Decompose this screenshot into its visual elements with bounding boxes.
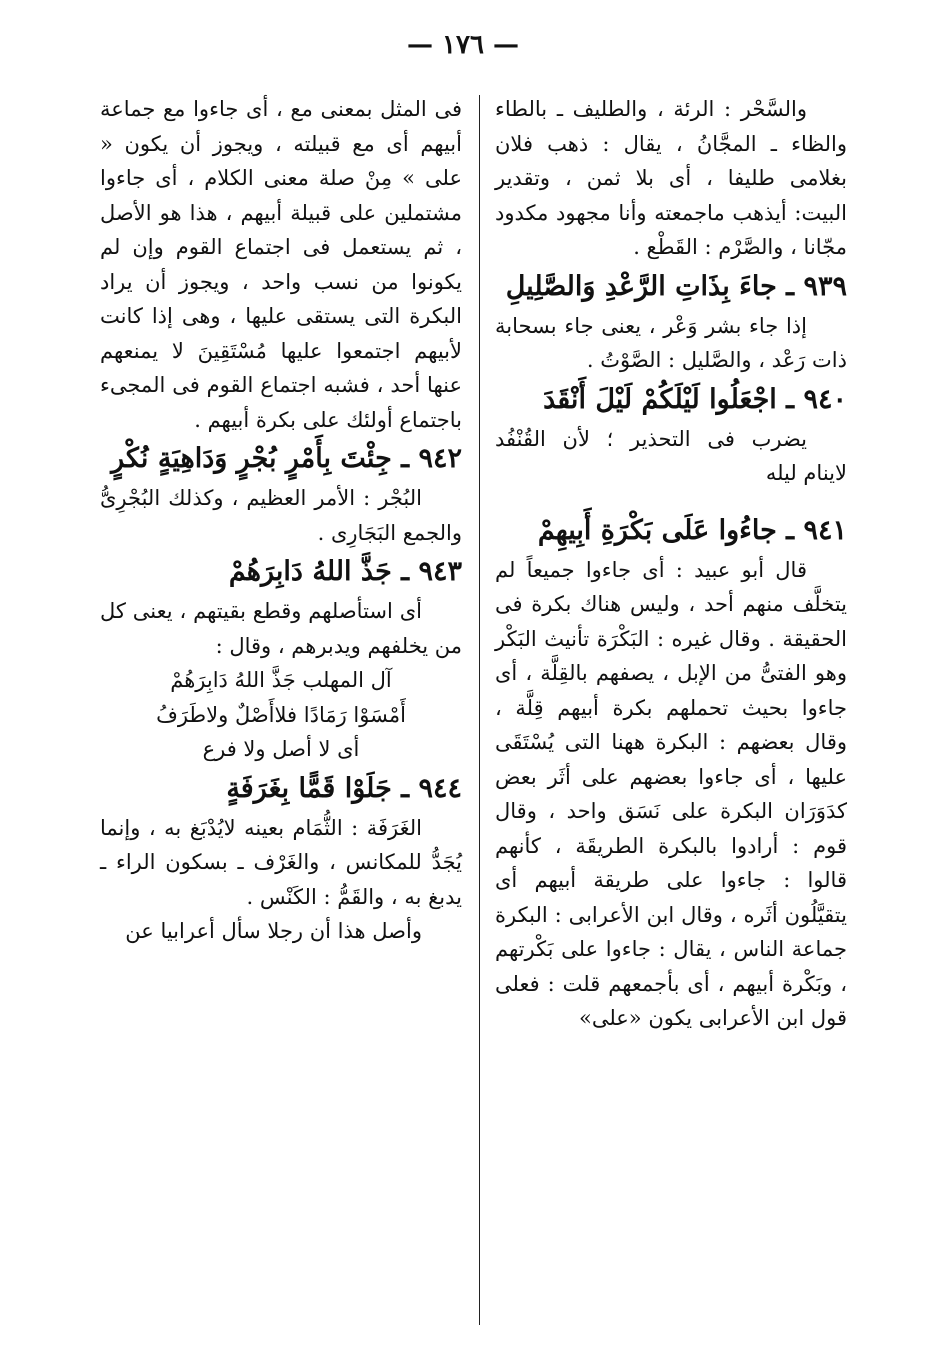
verse-gloss: أى لا أصل ولا فرع (202, 737, 360, 761)
entry-939-heading: ٩٣٩ ـ جاءَ بِذَاتِ الرَّعْدِ وَالصَّلِيلِ (505, 270, 847, 302)
left-column (100, 92, 462, 949)
entry-942-heading: ٩٤٢ ـ جِئْتَ بِأَمْرٍ بُجْرٍ وَدَاهِيَةٍ نُكْرٍ (111, 443, 462, 474)
entry-944-text: الغَرَفَة : الثُّمَام بعينه لايُدْبَغ به ، وإنما يُجَدُّ للمكانس ، والغَرْف ـ بسكون الراء ـ يدبغ به ، والقَمُّ : الكَنْس . (100, 815, 462, 909)
closing-line: وأصل هذا أن رجلا سأل أعرابيا عن (125, 919, 422, 943)
intro-paragraph: والسَّحْر : الرئة ، والطليف ـ بالطاء والظاء ـ المجَّانُ ، يقال : ذهب فلان بغلامى طليفا ، أى بلا ثمن ، وتقدير البيت: أيذهب ماجمعته وأنا مجهود مكدود مجّانا ، والصَّرْم : القَطْع . (495, 97, 847, 259)
verse-line-2: أَمْسَوْا رَمَادًا فلاأَصْلٌ ولاطَرَفُ (156, 702, 406, 727)
page-number: — ١٧٦ — (406, 30, 520, 60)
entry-943-text: أى استأصلهم وقطع بقيتهم ، يعنى كل من يخلفهم ويدبرهم ، وقال : (100, 599, 462, 658)
entry-939-text: إذا جاء بشر وَعْر ، يعنى جاء بسحابة ذات رَعْد ، والصَّليل : الصَّوْتُ . (495, 313, 847, 372)
entry-942-text: البُجْر : الأمر العظيم ، وكذلك البُجْرِىُّ والجمع البَجَارِى . (100, 486, 462, 545)
entry-944-heading: ٩٤٤ ـ جَلَوْا قَمًّا بِغَرَفَةٍ (226, 772, 462, 804)
entry-940-heading: ٩٤٠ ـ اجْعَلُوا لَيْلَكُمْ لَيْلَ أَنْقَدَ (543, 383, 847, 415)
column-divider (479, 95, 480, 1325)
entry-940-text: يضرب فى التحذير ؛ لأن القُنْفُد لاينام ليله (495, 426, 847, 485)
continuation-paragraph: فى المثل بمعنى مع ، أى جاءوا مع جماعة أبيهم أى مع قبيلته ، ويجوز أن يكون « على » مِنْ صلة معنى الكلام ، أى جاءوا مشتملين على قبيلة أبيهم ، هذا هو الأصل ، ثم يستعمل فى اجتماع القوم وإن لم يكونوا من نسب واحد ، ويجوز أن يراد البكرة التى يستقى عليها ، وهى إذا كانت لأبيهم اجتمعوا عليها مُسْتَقِينَ لا يمنعهم عنها أحد ، فشبه اجتماع القوم فى المجىء باجتماع أولئك على بكرة أبيهم . (100, 97, 462, 432)
entry-941-heading: ٩٤١ ـ جاءُوا عَلَى بَكْرَةِ أَبِيهِمْ (537, 514, 847, 546)
entry-941-text: قال أبو عبيد : أى جاءوا جميعاً لم يتخلَّف منهم أحد ، وليس هناك بكرة فى الحقيقة . وقال غيره : البَكْرَة تأنيث البَكْر وهو الفتىُّ من الإبل ، يصفهم بالقِلَّة ، أى جاءوا بحيث تحملهم بكرة أبيهم قِلَّة ، وقال بعضهم : البكرة ههنا التى يُسْتَقَى عليها ، أى جاءوا بعضهم على أثَر بعض كدَوَرَان البكرة على نَسَق واحد ، وقال قوم : أرادوا بالبكرة الطريقَة ، كأنهم قالوا : جاءوا على طريقة أبيهم أى يتقيَّلُون أثَره ، وقال ابن الأعرابى : البكرة جماعة الناس ، يقال : جاءوا على بَكْرتهم ، وبَكْرة أبيهم ، أى بأجمعهم قلت : فعلى قول ابن الأعرابى يكون «على» (495, 557, 847, 1030)
verse-line-1: آل المهلب جَذَّ اللهُ دَابِرَهُمْ (170, 668, 392, 692)
right-column (495, 92, 847, 1036)
entry-943-heading: ٩٤٣ ـ جَذَّ اللهُ دَابِرَهُمْ (228, 556, 462, 587)
